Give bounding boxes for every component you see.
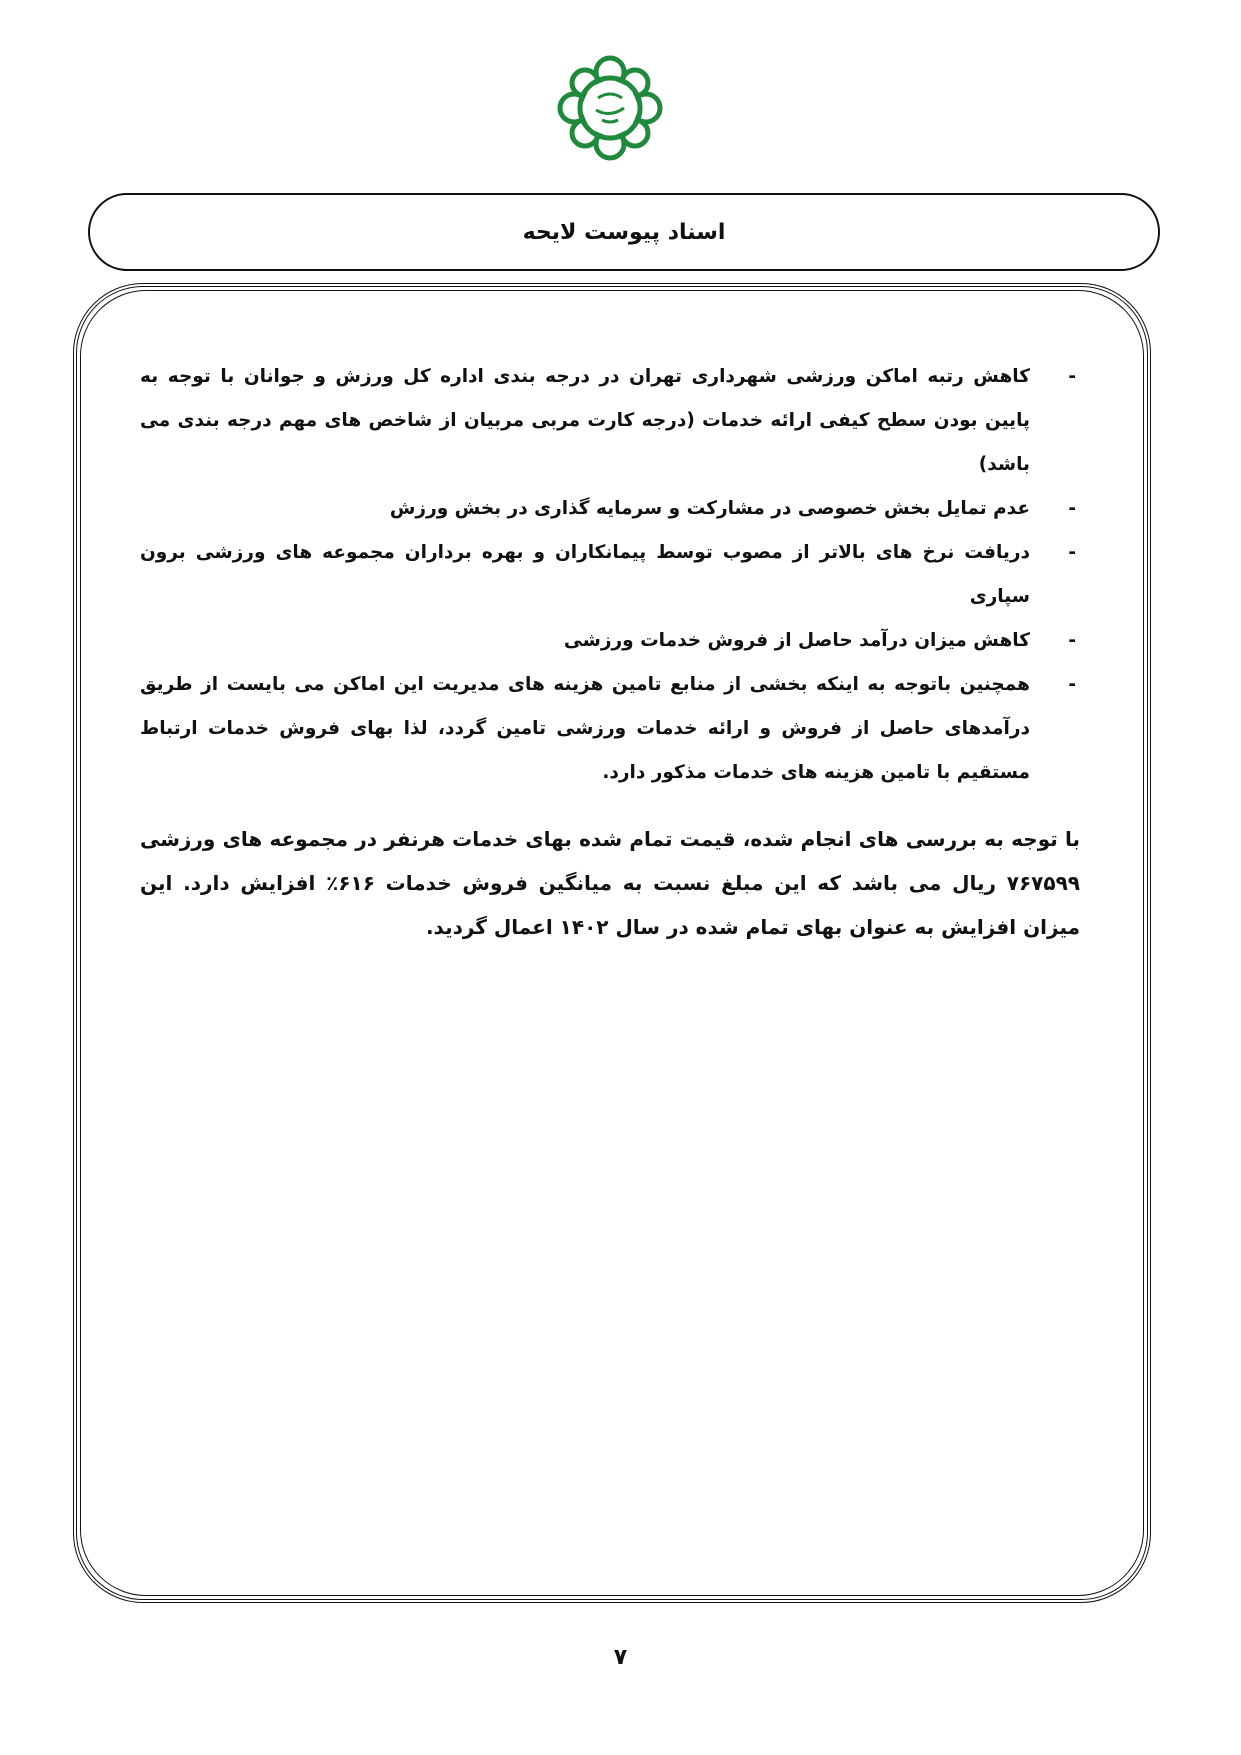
bullet-marker: - [1068, 630, 1076, 651]
list-item [140, 531, 1080, 619]
bullet-marker: - [1068, 542, 1076, 563]
list-item-text: همچنین باتوجه به اینکه بخشی از منابع تامین هزینه های مدیریت این اماکن می بایست از طریق درآمدهای حاصل از فروش و ارائه خدمات ورزشی تامین گردد، لذا بهای فروش خدمات ارتباط مستقیم با تامین هزینه های خدمات مذکور دارد. [140, 674, 1030, 783]
bullet-marker: - [1068, 366, 1076, 387]
summary-paragraph: با توجه به بررسی های انجام شده، قیمت تمام شده بهای خدمات هرنفر در مجموعه های ورزشی ۷۶۷۵۹۹ ریال می باشد که این مبلغ نسبت به میانگین فروش خدمات ۶۱۶٪ افزایش دارد. این میزان افزایش به عنوان بهای تمام شده در سال ۱۴۰۲ اعمال گردید. [140, 827, 1081, 939]
bullet-marker: - [1068, 674, 1076, 695]
list-item [140, 487, 1080, 531]
header-box [88, 193, 1160, 271]
list-item [140, 619, 1080, 663]
page-number: ۷ [613, 1645, 628, 1670]
list-item [140, 663, 1080, 795]
page-title: اسناد پیوست لایحه [522, 219, 726, 245]
list-item [140, 355, 1080, 487]
bullet-list [140, 355, 1080, 795]
list-item-text: کاهش رتبه اماکن ورزشی شهرداری تهران در درجه بندی اداره کل ورزش و جوانان با توجه به پایین بودن سطح کیفی ارائه خدمات (درجه کارت مربی مربیان از شاخص های مهم درجه بندی می باشد) [140, 366, 1030, 475]
tehran-municipality-logo [550, 48, 670, 168]
list-item-text: عدم تمایل بخش خصوصی در مشارکت و سرمایه گذاری در بخش ورزش [389, 498, 1030, 519]
list-item-text: دریافت نرخ های بالاتر از مصوب توسط پیمانکاران و بهره برداران مجموعه های ورزشی برون سپاری [140, 542, 1030, 607]
bullet-marker: - [1068, 498, 1076, 519]
body-content [140, 355, 1080, 949]
list-item-text: کاهش میزان درآمد حاصل از فروش خدمات ورزشی [563, 630, 1030, 651]
